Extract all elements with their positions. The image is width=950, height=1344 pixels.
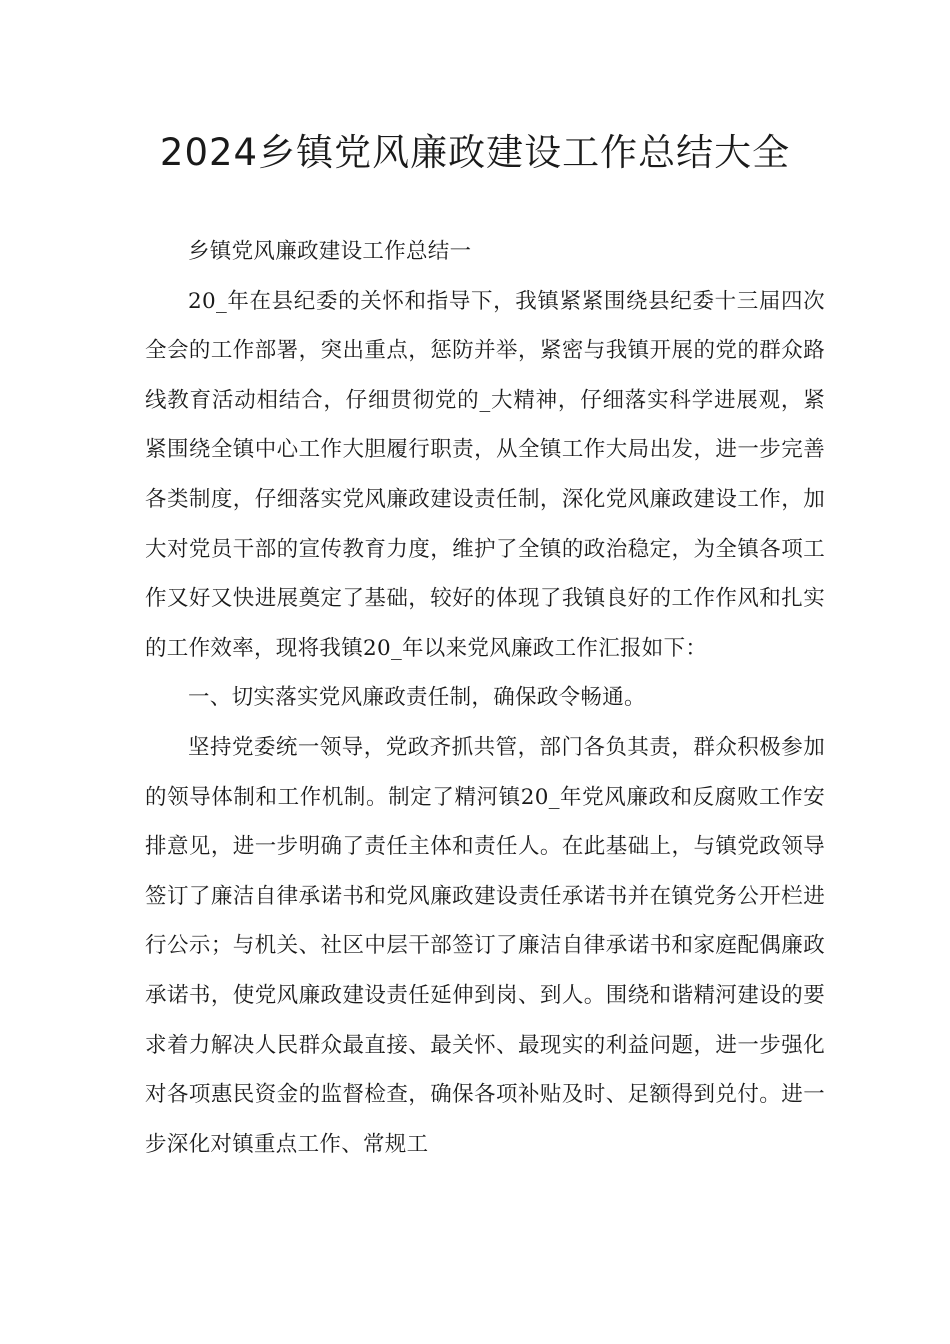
- document-body: [145, 227, 825, 1169]
- body-paragraph: 坚持党委统一领导，党政齐抓共管，部门各负其责，群众积极参加的领导体制和工作机制。制定了精河镇20_年党风廉政和反腐败工作安排意见，进一步明确了责任主体和责任人。在此基础上，与镇党政领导签订了廉洁自律承诺书和党风廉政建设责任承诺书并在镇党务公开栏进行公示；与机关、社区中层干部签订了廉洁自律承诺书和家庭配偶廉政承诺书，使党风廉政建设责任延伸到岗、到人。围绕和谐精河建设的要求着力解决人民群众最直接、最关怀、最现实的利益问题，进一步强化对各项惠民资金的监督检查，确保各项补贴及时、足额得到兑付。进一步深化对镇重点工作、常规工: [145, 734, 825, 1157]
- section-heading: 乡镇党风廉政建设工作总结一: [188, 239, 472, 264]
- document-title: 2024乡镇党风廉政建设工作总结大全: [159, 131, 791, 174]
- body-paragraph: 20_年在县纪委的关怀和指导下，我镇紧紧围绕县纪委十三届四次全会的工作部署，突出重点，惩防并举，紧密与我镇开展的党的群众路线教育活动相结合，仔细贯彻党的_大精神，仔细落实科学进展观，紧紧围绕全镇中心工作大胆履行职责，从全镇工作大局出发，进一步完善各类制度，仔细落实党风廉政建设责任制，深化党风廉政建设工作，加大对党员干部的宣传教育力度，维护了全镇的政治稳定，为全镇各项工作又好又快进展奠定了基础，较好的体现了我镇良好的工作作风和扎实的工作效率，现将我镇20_年以来党风廉政工作汇报如下：: [145, 288, 825, 661]
- section-subheading: 一、切实落实党风廉政责任制，确保政令畅通。: [188, 685, 646, 711]
